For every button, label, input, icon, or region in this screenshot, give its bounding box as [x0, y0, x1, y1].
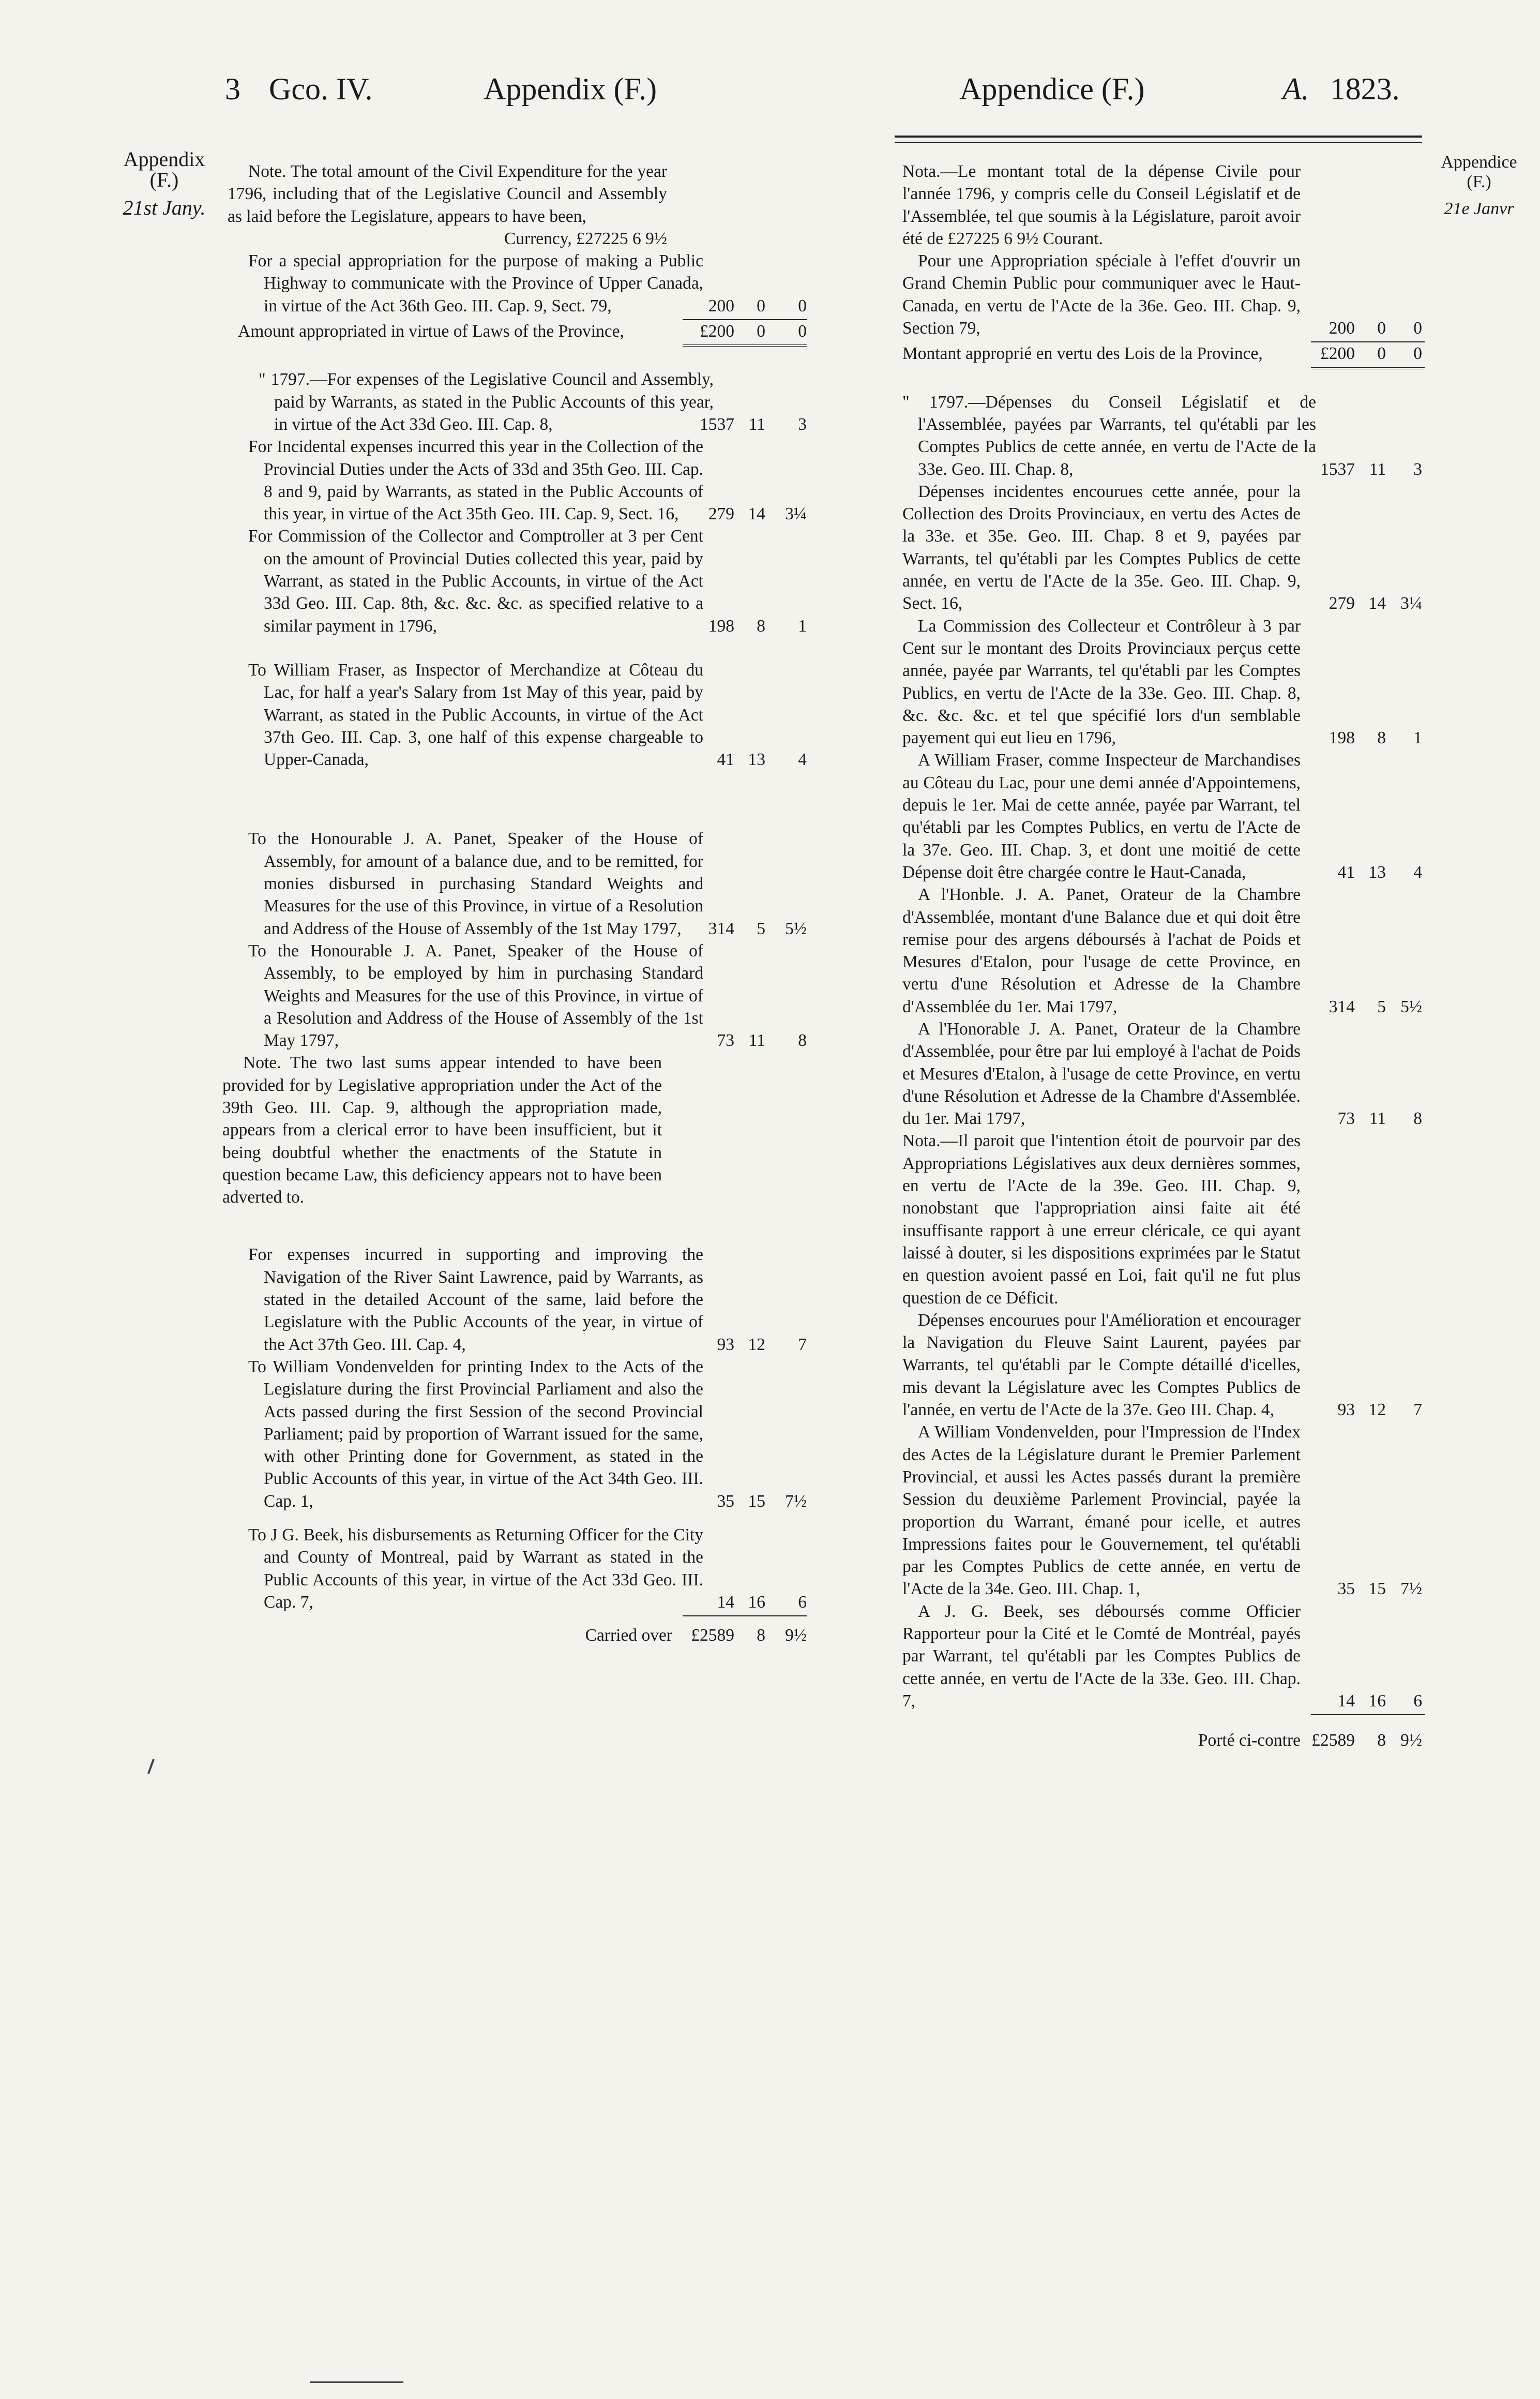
pounds: 200	[708, 296, 734, 316]
pounds: £200	[1320, 344, 1355, 364]
pence: 6	[798, 1592, 807, 1612]
account-entry	[902, 1018, 1425, 1130]
account-entry	[228, 828, 812, 939]
pounds: 35	[717, 1491, 734, 1511]
pence: 3	[798, 414, 807, 434]
shillings: 0	[1377, 319, 1386, 338]
pence: 5½	[785, 919, 807, 938]
entry-text: Nota.—Il paroit que l'intention étoit de pourvoir par des Appropriations Législatives aux deux dernières sommes, en vertu de l'Acte de la 39e. Geo. III. Chap. 9, nonobstant que l'appropriation ainsi faite ait été insuffisante rapport à une erreur cléricale, ce qui ayant laissé à douter, si les dispositions exprimées par le Statut en question avoient passé en Loi, fait qu'il ne fut plus question de ce Déficit.	[902, 1131, 1301, 1308]
entry-text: A William Vondenvelden, pour l'Impression de l'Index des Actes de la Législature durant le Premier Parlement Provincial, et aussi les Actes passés durant la première Session du deuxième Parlement Provincial, payée la proportion du Warrant, émané pour icelle, et autres Impressions faites pour le Gouvernement, tel qu'établi par les Comptes Publics de cette année, en vertu de l'Acte de la 34e. Geo. III. Chap. 1,	[902, 1422, 1301, 1599]
pence: 9½	[1400, 1730, 1422, 1750]
pence: 0	[798, 322, 807, 341]
shillings: 8	[757, 1625, 765, 1645]
shillings: 8	[1377, 1730, 1386, 1750]
pounds: £2589	[1311, 1730, 1355, 1750]
entry-text: " 1797.—For expenses of the Legislative Council and Assembly, paid by Warrants, as stated in the Public Accounts of this year, in virtue of the Act 33d Geo. III. Cap. 8,	[259, 370, 714, 434]
shillings: 15	[1368, 1579, 1386, 1599]
pence: 3	[1413, 459, 1422, 479]
pounds: 73	[1337, 1109, 1355, 1129]
pounds: 73	[717, 1031, 734, 1051]
carried-over-line	[228, 1621, 812, 1646]
shillings: 16	[748, 1592, 765, 1612]
entry-text: To the Honourable J. A. Panet, Speaker of the House of Assembly, to be employed by him in purchasing Standard Weights and Measures for the use of this Province, in virtue of a Resolution and Address of the House of Assembly of the 1st May 1797,	[248, 941, 703, 1051]
pence: 5½	[1400, 997, 1422, 1016]
margin-appendix: Appendix	[123, 147, 205, 171]
right-margin-note	[1425, 153, 1533, 219]
ink-mark	[147, 1759, 155, 1774]
pence: 6	[1413, 1691, 1422, 1711]
account-entry	[902, 250, 1425, 339]
account-entry	[228, 659, 812, 771]
pounds: 14	[1337, 1691, 1355, 1711]
shillings: 0	[757, 296, 765, 316]
entry-text: Pour une Appropriation spéciale à l'effet d'ouvrir un Grand Chemin Public pour communiquer avec le Haut-Canada, en vertu de l'Acte de la 36e. Geo. III. Chap. 9, Section 79,	[902, 251, 1301, 338]
shillings: 5	[757, 919, 765, 938]
carried-over-line	[902, 1726, 1425, 1751]
pence: 1	[1413, 728, 1422, 748]
shillings: 11	[748, 1031, 765, 1051]
appendix-letter: A.	[1282, 72, 1309, 106]
pence: 4	[1413, 862, 1422, 882]
account-entry	[228, 940, 812, 1052]
pence: 7½	[785, 1491, 807, 1511]
shillings: 11	[1369, 1109, 1386, 1129]
reign-heading: Gco. IV.	[269, 72, 373, 106]
nota-appropriation	[902, 1130, 1425, 1309]
entry-text: To the Honourable J. A. Panet, Speaker of the House of Assembly, for amount of a balance due, and to be remitted, for monies disbursed in purchasing Standard Weights and Measures for the use of this Province, in virtue of a Resolution and Address of the House of Assembly of the 1st May 1797,	[248, 829, 703, 938]
shillings: 13	[1368, 862, 1386, 882]
left-margin-note	[106, 149, 222, 218]
account-entry	[228, 1524, 812, 1613]
pounds: 279	[708, 504, 734, 524]
pence: 0	[1413, 344, 1422, 364]
pounds: £2589	[691, 1625, 734, 1645]
account-entry	[228, 436, 812, 525]
entry-text: Note. The two last sums appear intended to have been provided for by Legislative appropriation under the Act of the 39th Geo. III. Cap. 9, although the appropriation made, appears from a clerical error to have been insufficient, but it being doubtful whether the enactments of the Statute in question became Law, this deficiency appears not to have been adverted to.	[222, 1053, 662, 1207]
entry-text: A l'Honorable J. A. Panet, Orateur de la Chambre d'Assemblée, pour être par lui employé à l'achat de Poids et Mesures d'Etalon, à l'usage de cette Province, en vertu d'une Résolution et Adresse de la Chambre d'Assemblée. du 1er. Mai 1797,	[902, 1019, 1301, 1129]
account-entry	[228, 525, 812, 637]
entry-text: Montant approprié en vertu des Lois de la Province,	[902, 344, 1263, 364]
entry-text: Nota.—Le montant total de la dépense Civile pour l'année 1796, y compris celle du Conseil Législatif et de l'Assemblée, tel que soumis à la Législature, paroit avoir été de £27225 6 9½ Courant.	[902, 162, 1301, 248]
account-entry	[902, 615, 1425, 749]
account-entry	[902, 749, 1425, 883]
margin-letter: (F.)	[1467, 172, 1491, 191]
pounds: 314	[708, 919, 734, 938]
left-page-title: Appendix (F.)	[484, 72, 657, 106]
pence: 7½	[1400, 1579, 1422, 1599]
margin-appendix: Appendice	[1441, 153, 1517, 172]
account-entry	[228, 1356, 812, 1512]
right-page-title: Appendice (F.)	[959, 72, 1145, 106]
pounds: 200	[1328, 319, 1355, 338]
shillings: 15	[748, 1491, 765, 1511]
pounds: 41	[1337, 862, 1355, 882]
pence: 3¼	[785, 504, 807, 524]
pounds: 93	[717, 1335, 734, 1354]
pence: 1	[798, 616, 807, 636]
shillings: 8	[1377, 728, 1386, 748]
note-appropriation	[222, 1052, 812, 1208]
note-1796	[228, 160, 812, 228]
account-entry	[228, 1243, 812, 1355]
pence: 8	[798, 1031, 807, 1051]
currency-line	[228, 228, 812, 250]
margin-date: 21st Jany.	[123, 196, 206, 219]
pounds: 198	[1328, 728, 1355, 748]
shillings: 12	[1368, 1400, 1386, 1420]
pence: 7	[798, 1335, 807, 1354]
entry-text: For Incidental expenses incurred this year in the Collection of the Provincial Duties under the Acts of 33d and 35th Geo. III. Cap. 8 and 9, paid by Warrants, as stated in the Public Accounts of this year, in virtue of the Act 35th Geo. III. Cap. 9, Sect. 16,	[248, 437, 703, 524]
pounds: 1537	[1320, 459, 1355, 479]
shillings: 14	[1368, 594, 1386, 613]
margin-date: 21e Janvr	[1444, 199, 1514, 218]
header-rule-thin	[895, 142, 1422, 143]
shillings: 11	[748, 414, 765, 434]
margin-letter: (F.)	[149, 168, 179, 191]
shillings: 0	[757, 322, 765, 341]
carried-over-label: Carried over	[585, 1625, 672, 1645]
entry-text: Currency, £27225 6 9½	[504, 229, 667, 248]
total-entry	[902, 342, 1425, 365]
pence: 9½	[785, 1625, 807, 1645]
entry-text: " 1797.—Dépenses du Conseil Législatif et de l'Assemblée, payées par Warrants, tel qu'établi par les Comptes Publics de cette année, en vertu de l'Acte de la 33e. Geo. III. Chap. 8,	[902, 392, 1316, 479]
account-entry	[902, 883, 1425, 1018]
english-column	[222, 160, 812, 1646]
sum-rule	[683, 1615, 807, 1616]
pence: 0	[798, 296, 807, 316]
account-entry	[902, 1600, 1425, 1712]
pence: 8	[1413, 1109, 1422, 1129]
shillings: 11	[1369, 459, 1386, 479]
pounds: 41	[717, 750, 734, 770]
shillings: 16	[1368, 1691, 1386, 1711]
french-column	[902, 160, 1425, 1751]
pence: 4	[798, 750, 807, 770]
shillings: 5	[1377, 997, 1386, 1016]
entry-text: Dépenses incidentes encourues cette année, pour la Collection des Droits Provinciaux, en vertu des Actes de la 33e. et 35e. Geo. III. Chap. 8 et 9, payées par Warrants, tel qu'établi par les Comptes Publics de cette année, en vertu de l'Acte de la 35e. Geo. III. Chap. 9, Sect. 16,	[902, 482, 1301, 613]
year: 1823.	[1330, 72, 1400, 106]
carried-over-label: Porté ci-contre	[1198, 1730, 1301, 1750]
pounds: 198	[708, 616, 734, 636]
pence: 3¼	[1400, 594, 1422, 613]
page-number: 3	[225, 72, 240, 106]
nota-1796	[902, 160, 1425, 250]
entry-text: For Commission of the Collector and Comptroller at 3 per Cent on the amount of Provincial Duties collected this year, paid by Warrant, as stated in the Public Accounts, in virtue of the Act 33d Geo. III. Cap. 8th, &c. &c. &c. as specified relative to a similar payment in 1796,	[248, 527, 703, 636]
entry-text: Note. The total amount of the Civil Expenditure for the year 1796, including that of the Legislative Council and Assembly as laid before the Legislature, appears to have been,	[228, 162, 667, 226]
account-entry	[902, 1309, 1425, 1421]
footer-mark	[310, 2381, 403, 2383]
sum-rule	[1311, 1714, 1425, 1715]
entry-text: A l'Honble. J. A. Panet, Orateur de la Chambre d'Assemblée, montant d'une Balance due et qui doit être remise pour des argens déboursés à l'achat de Poids et Mesures d'Etalon, pour l'usage de cette Province, en vertu d'une Résolution et Adresse de la Chambre d'Assemblée du 1er. Mai 1797,	[902, 885, 1301, 1016]
shillings: 12	[748, 1335, 765, 1354]
header-rule	[895, 136, 1422, 138]
pounds: 279	[1328, 594, 1355, 613]
entry-text: To William Fraser, as Inspector of Merchandize at Côteau du Lac, for half a year's Salary from 1st May of this year, paid by Warrant, as stated in the Public Accounts, in virtue of the Act 37th Geo. III. Cap. 3, one half of this expense chargeable to Upper-Canada,	[248, 660, 703, 770]
year-heading	[1282, 72, 1400, 106]
entry-text: For expenses incurred in supporting and improving the Navigation of the River Saint Lawrence, paid by Warrants, as stated in the detailed Account of the same, laid before the Legislature with the Public Accounts of the year, in virtue of the Act 37th Geo. III. Cap. 4,	[248, 1245, 703, 1354]
entry-text: A William Fraser, comme Inspecteur de Marchandises au Côteau du Lac, pour une demi année d'Appointemens, depuis le 1er. Mai de cette année, payée par Warrant, tel qu'établi par les Comptes Publics, en vertu de l'Acte de la 37e. Geo. III. Chap. 3, et dont une moitié de cette Dépense doit être chargée contre le Haut-Canada,	[902, 751, 1301, 882]
entry-text: To William Vondenvelden for printing Index to the Acts of the Legislature during the first Provincial Parliament and also the Acts passed during the first Session of the second Provincial Parliament; paid by proportion of Warrant issued for the same, with other Printing done for Government, as stated in the Public Accounts of this year, in virtue of the Act 34th Geo. III. Cap. 1,	[248, 1357, 703, 1511]
account-entry	[228, 368, 812, 436]
pounds: £200	[700, 322, 734, 341]
shillings: 13	[748, 750, 765, 770]
entry-text: For a special appropriation for the purpose of making a Public Highway to communicate with the Province of Upper Canada, in virtue of the Act 36th Geo. III. Cap. 9, Sect. 79,	[248, 251, 703, 316]
pounds: 1537	[700, 414, 734, 434]
pence: 0	[1413, 319, 1422, 338]
entry-text: A J. G. Beek, ses déboursés comme Officier Rapporteur pour la Cité et le Comté de Montréal, payés par Warrant, tel qu'établi par les Comptes Publics de cette année, en vertu de l'Acte de la 33e. Geo. III. Chap. 7,	[902, 1601, 1301, 1711]
total-entry	[228, 320, 812, 342]
shillings: 14	[748, 504, 765, 524]
shillings: 8	[757, 616, 765, 636]
entry-text: La Commission des Collecteur et Contrôleur à 3 par Cent sur le montant des Droits Provinciaux perçus cette année, payée par Warrants, tel qu'établi par les Comptes Publics, en vertu de l'Acte de la 33e. Geo. III. Chap. 8, &c. &c. &c. et tel que spécifié lors d'un semblable payement qui eut lieu en 1796,	[902, 616, 1301, 748]
account-entry	[902, 391, 1425, 481]
pounds: 14	[717, 1592, 734, 1612]
account-entry	[228, 250, 812, 317]
entry-text: Dépenses encourues pour l'Amélioration et encourager la Navigation du Fleuve Saint Laurent, payées par Warrants, tel qu'établi par le Compte détaillé d'icelles, mis devant la Législature avec les Comptes Publics de l'année, en vertu de l'Acte de la 37e. Geo III. Chap. 4,	[902, 1310, 1301, 1420]
account-entry	[902, 481, 1425, 615]
entry-text: To J G. Beek, his disbursements as Returning Officer for the City and County of Montreal, paid by Warrant as stated in the Public Accounts of this year, in virtue of the Act 33d Geo. III. Cap. 7,	[248, 1525, 703, 1612]
pence: 7	[1413, 1400, 1422, 1420]
pounds: 35	[1337, 1579, 1355, 1599]
entry-text: Amount appropriated in virtue of Laws of the Province,	[238, 322, 625, 341]
pounds: 314	[1328, 997, 1355, 1016]
pounds: 93	[1337, 1400, 1355, 1420]
account-entry	[902, 1421, 1425, 1600]
shillings: 0	[1377, 344, 1386, 364]
